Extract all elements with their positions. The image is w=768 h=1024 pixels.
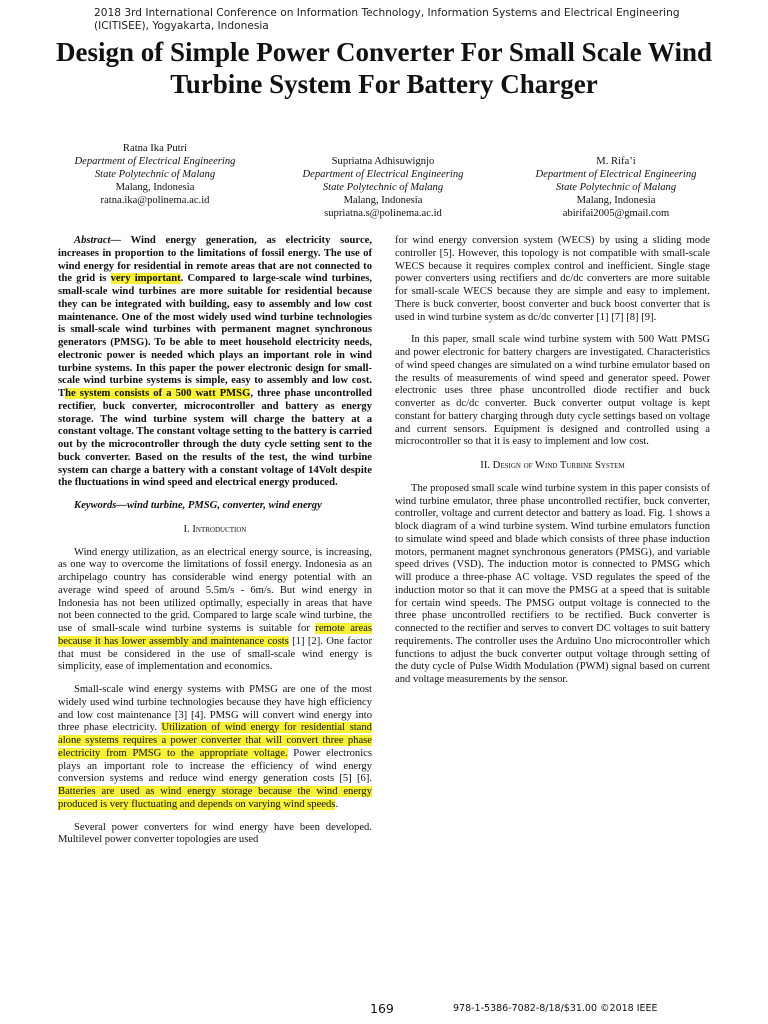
author-institution: State Polytechnic of Malang bbox=[555, 182, 677, 193]
abstract-label: Abstract— bbox=[74, 235, 122, 246]
highlight: Batteries are used as wind energy storage because the wind energy produced is very fluctuating and depends on varying wind speeds bbox=[58, 786, 372, 810]
section-number: I. bbox=[183, 523, 190, 535]
author-email: supriatna.s@polinema.ac.id bbox=[324, 208, 442, 219]
abstract-text: , three phase uncontrolled rectifier, buck converter, microcontroller and battery as energy storage. The wind turbine system will charge the battery at a constant voltage. The constant voltage setting to the battery is carried out by the microcontroller through the duty cycle setting sent to the buck converter. Based on the results of the test, the wind turbine system can charge a battery with a constant voltage of 14Volt despite the fluctuations in wind speed and electrical energy produced. bbox=[58, 388, 373, 489]
author-email: abirifai2005@gmail.com bbox=[562, 208, 670, 219]
author-name: Ratna Ika Putri bbox=[122, 143, 188, 154]
right-column bbox=[395, 235, 710, 687]
paragraph-text: Small-scale wind energy systems with PMSG are one of the most widely used wind turbine technologies because they have high efficiency and low cost maintenance [3] [4]. PMSG will convert wind energy into three phase electricity. bbox=[58, 684, 372, 734]
author-institution: State Polytechnic of Malang bbox=[94, 169, 216, 180]
author-block-2 bbox=[288, 155, 478, 220]
author-city: Malang, Indonesia bbox=[576, 195, 656, 206]
paragraph-text: . bbox=[335, 798, 339, 810]
author-name: M. Rifa’i bbox=[596, 156, 636, 167]
paragraph-text: [1] [2]. One factor that must be considered in the use of small-scale wind energy is simplicity, ease of implementation and economics. bbox=[58, 635, 372, 673]
section-heading-introduction bbox=[58, 524, 372, 537]
author-block-1 bbox=[60, 142, 250, 207]
author-city: Malang, Indonesia bbox=[115, 182, 195, 193]
abstract bbox=[58, 235, 372, 490]
paper-title: Design of Simple Power Converter For Small Scale Wind Turbine System For Battery Charger bbox=[56, 37, 712, 99]
author-email: ratna.ika@polinema.ac.id bbox=[100, 195, 210, 206]
conference-header: 2018 3rd International Conference on Information Technology, Information Systems and Electrical Engineering (ICITISEE), Yogyakarta, Indonesia bbox=[94, 7, 680, 32]
paragraph: In this paper, small scale wind turbine system with 500 Watt PMSG and power electronic for battery chargers are investigated. Characteristics of wind speed changes are simulated on a wind turbine emulator based on the results of measurements of wind speed and generator speed. Power electronic uses three phase uncontrolled diode rectifier and buck converter as dc/dc converter. Buck converter output voltage is kept constant for battery charging through duty cycle settings based on voltage and current sensors. Equipment is designed and controlled using a microcontroller so that it is easy to implement and low cost. bbox=[395, 334, 710, 448]
section-heading-design bbox=[395, 460, 710, 473]
section-title: Introduction bbox=[192, 523, 247, 535]
left-column bbox=[58, 235, 372, 847]
section-title: Design of Wind Turbine System bbox=[492, 460, 625, 471]
highlight: remote areas because it has lower assembly and maintenance costs bbox=[58, 623, 372, 647]
paragraph bbox=[58, 547, 372, 675]
author-name: Supriatna Adhisuwignjo bbox=[331, 156, 435, 167]
paragraph: for wind energy conversion system (WECS) by using a sliding mode controller [5]. However, this topology is not compatible with small-scale WECS because it requires complex control and inefficient. Single stage power converters using rectifiers and dc/dc converters are more suitable for small-scale WECS because they are simple and easy to implement. There is buck converter, boost converter and buck boost converter that is used in wind turbine system as dc/dc converter [1] [7] [8] [9]. bbox=[395, 235, 710, 323]
section-number: II. bbox=[480, 460, 491, 471]
keywords: Keywords—wind turbine, PMSG, converter, wind energy bbox=[74, 500, 322, 511]
paragraph-text: Wind energy utilization, as an electrical energy source, is increasing, as one way to overcome the limitations of fossil energy. Indonesia as an archipelago country has considerable wind energy potential with an average wind speed of around 5.5m/s - 6m/s. But wind energy in Indonesia has not been utilized optimally, especially in areas that have not been connected to the grid. Compared to large scale wind turbine, the use of small-scale wind turbine systems is suitable for bbox=[58, 546, 372, 634]
author-institution: State Polytechnic of Malang bbox=[322, 182, 444, 193]
author-city: Malang, Indonesia bbox=[343, 195, 423, 206]
author-department: Department of Electrical Engineering bbox=[74, 156, 236, 167]
paragraph bbox=[58, 684, 372, 812]
paragraph-text: Power electronics plays an important role to increase the efficiency of wind energy conversion systems and reduce wind energy generation costs [5] [6]. bbox=[58, 747, 372, 785]
paragraph: The proposed small scale wind turbine system in this paper consists of wind turbine emulator, three phase uncontrolled rectifier, buck converter, controller, voltage and current detector and battery as load. Fig. 1 shows a block diagram of a wind turbine system. Wind turbine emulators function to simulate wind speed and blade which consists of three phase induction motors, permanent magnet synchronous generators (PMSG), and variable speed drives (VSD). The induction motor is connected to PMSG which will produce a three-phase AC voltage. VSD regulates the speed of the induction motor so that it can move the PMSG at a speed that is suitable for certain wind speeds. The PMSG output voltage is connected to the three phase uncontrolled rectifiers to be rectified. Buck converter is connected to the rectifier and serves to convert DC voltages to suit battery requirements. The controller uses the Arduino Uno microcontroller which functions to adjust the buck converter output voltage through setting of the duty cycle of Pulse Width Modulation (PWM) signal based on current and voltage measurements by the sensor. bbox=[395, 482, 710, 685]
author-block-3 bbox=[521, 155, 711, 220]
highlight: Utilization of wind energy for residential stand alone systems requires a power converter that will convert three phase electricity from PMSG to the appropriate voltage. bbox=[58, 722, 372, 759]
abstract-text: . Compared to large-scale wind turbines, small-scale wind turbines are more suitable for residential because they can be integrated with building, easy to assembly and low cost maintenance. One of the most widely used wind turbine technologies is small-scale wind turbines with permanent magnet synchronous generators (PMSG). To be able to meet household electricity needs, electronic power is needed which plays an important role in wind turbine systems. In this paper the power electronic design for small-scale wind turbine systems is simple, easy to assembly and low cost. T bbox=[58, 273, 372, 399]
isbn-copyright: 978-1-5386-7082-8/18/$31.00 ©2018 IEEE bbox=[453, 1003, 658, 1014]
highlight: very important bbox=[110, 273, 181, 285]
abstract-text: Wind energy generation, as electricity source, increases in proportion to the limitations of fossil energy. The use of wind energy for residential in remote areas that are not connected to the grid is bbox=[58, 235, 372, 285]
page-number: 169 bbox=[370, 1001, 394, 1016]
author-department: Department of Electrical Engineering bbox=[535, 169, 697, 180]
author-department: Department of Electrical Engineering bbox=[302, 169, 464, 180]
highlight: he system consists of a 500 watt PMSG bbox=[65, 388, 251, 399]
paragraph: Several power converters for wind energy have been developed. Multilevel power converter topologies are used bbox=[58, 821, 372, 846]
